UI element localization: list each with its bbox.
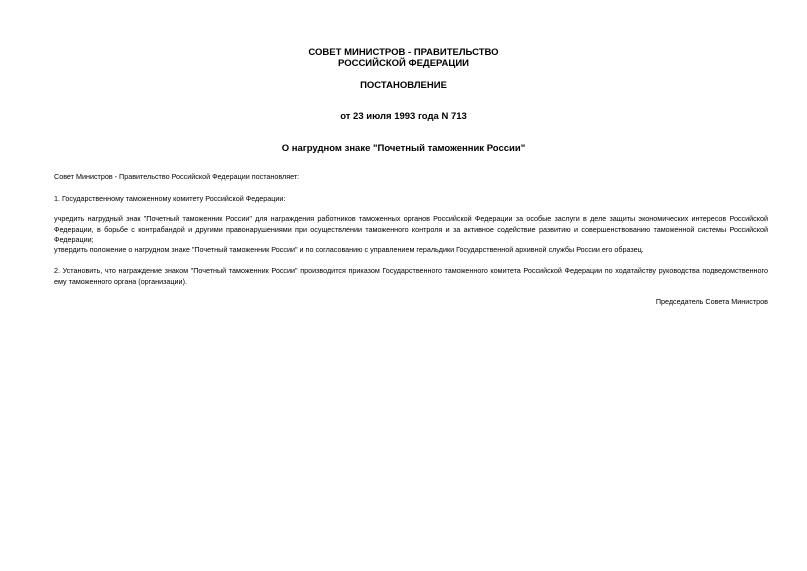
paragraph-text: утвердить положение о нагрудном знаке "Почетный таможенник России" и по согласованию с управлением геральдики Государственной архивной службы России его образец. [54, 245, 644, 254]
paragraph-text: 2. Установить, что награждение знаком "Почетный таможенник России" производится приказом Государственного таможенного комитета Российской Федерации по ходатайству руководства подведомственного ему таможенного органа (организации). [54, 266, 768, 286]
paragraph-preamble [54, 172, 768, 183]
paragraph-text: учредить нагрудный знак "Почетный таможенник России" для награждения работников таможенных органов Российской Федерации за особые заслуги в деле защиты экономических интересов Российской Федерации, в борьбе с контрабандой и другими правонарушениями при осуществлении таможенного контроля и за активное содействие развитию и совершенствованию таможенной системы Российской Федерации; [54, 214, 768, 244]
document-date: от 23 июля 1993 года N 713 [340, 111, 467, 122]
paragraph-text: 1. Государственному таможенному комитету Российской Федерации: [54, 194, 286, 203]
paragraph-text: Совет Министров - Правительство Российской Федерации постановляет: [54, 172, 300, 181]
document-type: ПОСТАНОВЛЕНИЕ [360, 80, 447, 91]
signature-line: Председатель Совета Министров [655, 297, 768, 306]
paragraph-item-1 [54, 194, 768, 205]
issuer-line-1: СОВЕТ МИНИСТРОВ - ПРАВИТЕЛЬСТВО [308, 47, 499, 58]
document-subject: О нагрудном знаке "Почетный таможенник России" [281, 143, 526, 154]
issuer-line-2: РОССИЙСКОЙ ФЕДЕРАЦИИ [337, 58, 469, 69]
paragraph-approve-regulation [54, 245, 768, 256]
paragraph-item-2 [54, 266, 768, 287]
paragraph-establish-badge [54, 214, 768, 246]
